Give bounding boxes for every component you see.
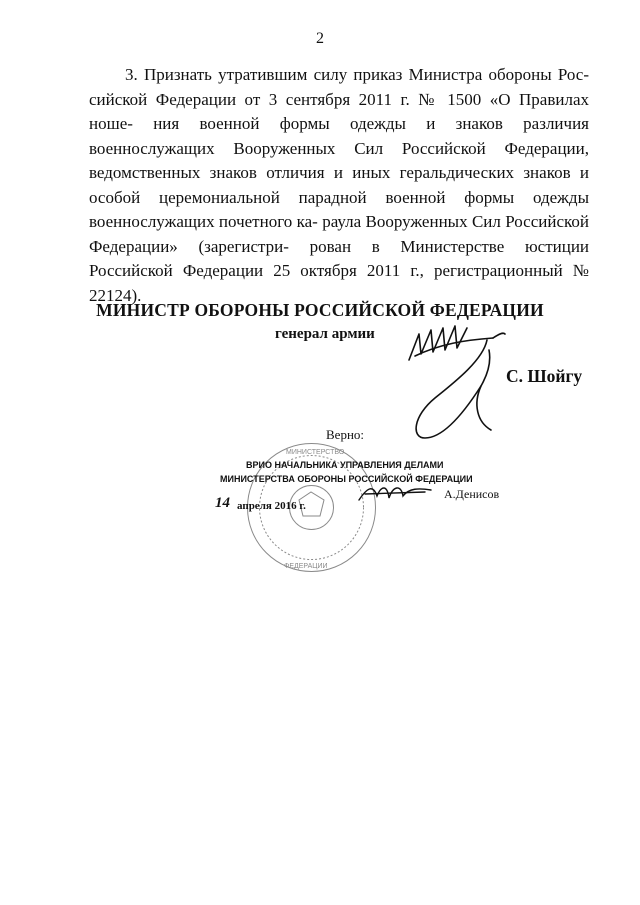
certification-month-year: апреля 2016 г. <box>237 500 306 512</box>
handwritten-signature <box>395 320 520 450</box>
certifying-office-ministry: МИНИСТЕРСТВА ОБОРОНЫ РОССИЙСКОЙ ФЕДЕРАЦИИ <box>220 474 473 484</box>
signatory-rank: генерал армии <box>275 326 375 342</box>
body-line: 3. Признать утратившим силу приказ Министра обороны Рос- <box>125 65 589 84</box>
body-line: ния военной формы одежды и знаков различия военнослужащих <box>89 114 589 158</box>
body-paragraph <box>89 63 589 308</box>
signatory-title: МИНИСТР ОБОРОНЫ РОССИЙСКОЙ ФЕДЕРАЦИИ <box>96 300 544 320</box>
svg-text:МИНИСТЕРСТВО: МИНИСТЕРСТВО <box>286 449 345 456</box>
body-line: рован в Министерстве юстиции Российской Федерации 25 октября <box>89 236 590 280</box>
signatory-name: С. Шойгу <box>506 366 583 386</box>
certifying-signature <box>355 478 435 508</box>
body-line: отличия и иных геральдических знаков и особой церемониальной <box>89 163 589 207</box>
certified-label: Верно: <box>326 427 365 442</box>
svg-text:ФЕДЕРАЦИИ: ФЕДЕРАЦИИ <box>284 563 328 570</box>
certifier-name: А.Денисов <box>444 487 500 501</box>
page-number: 2 <box>316 30 324 47</box>
body-line: парадной военной формы одежды военнослужащих почетного ка- <box>89 187 589 231</box>
body-line: сийской Федерации от 3 сентября 2011 г. № 1500 «О Правилах ноше- <box>89 89 589 133</box>
certification-day: 14 <box>215 495 230 511</box>
body-line: Вооруженных Сил Российской Федерации, ведомственных знаков <box>89 138 590 182</box>
body-line: 2011 г., регистрационный № 22124). <box>89 261 590 305</box>
body-line: раула Вооруженных Сил Российской Федерации» (зарегистри- <box>89 212 589 256</box>
certifying-office-title: ВРИО НАЧАЛЬНИКА УПРАВЛЕНИЯ ДЕЛАМИ <box>246 460 444 470</box>
